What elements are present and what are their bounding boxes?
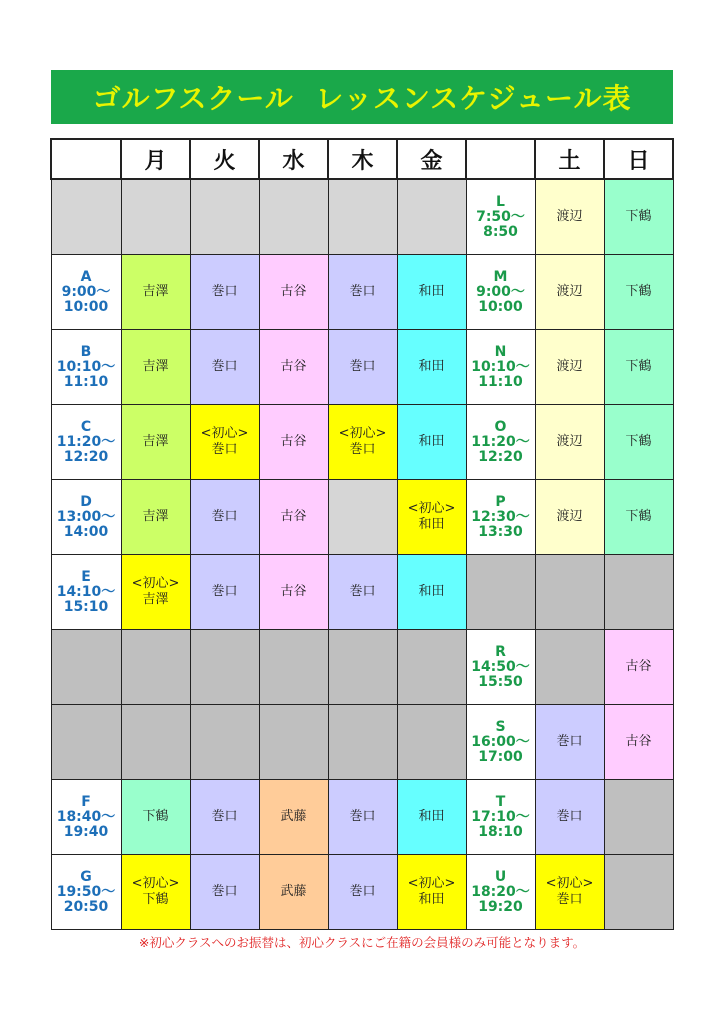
table-row	[51, 255, 673, 330]
time-slot-left: E 14:10～ 15:10	[51, 555, 121, 630]
time-slot-right: S 16:00～ 17:00	[466, 705, 535, 780]
lesson-cell-wed: 古谷	[259, 330, 328, 405]
lesson-cell-thu	[328, 705, 397, 780]
lesson-cell-mon: 吉澤	[121, 405, 190, 480]
lesson-cell-tue: 巻口	[190, 255, 259, 330]
time-slot-left: A 9:00～ 10:00	[51, 255, 121, 330]
lesson-cell-sat: 渡辺	[535, 179, 604, 255]
lesson-cell-wed: 古谷	[259, 555, 328, 630]
lesson-cell-thu: 巻口	[328, 555, 397, 630]
lesson-cell-wed: 武藤	[259, 780, 328, 855]
lesson-cell-sat: <初心> 巻口	[535, 855, 604, 930]
lesson-cell-sun: 下鶴	[604, 405, 673, 480]
lesson-cell-tue: 巻口	[190, 855, 259, 930]
header-wednesday: 水	[259, 139, 328, 179]
lesson-cell-sun: 古谷	[604, 705, 673, 780]
lesson-cell-tue	[190, 705, 259, 780]
lesson-cell-wed	[259, 705, 328, 780]
lesson-cell-wed: 古谷	[259, 480, 328, 555]
time-slot-right: O 11:20～ 12:20	[466, 405, 535, 480]
lesson-cell-mon	[121, 179, 190, 255]
lesson-cell-sun: 下鶴	[604, 179, 673, 255]
time-slot-left: C 11:20～ 12:20	[51, 405, 121, 480]
time-slot-right: N 10:10～ 11:10	[466, 330, 535, 405]
header-sunday: 日	[604, 139, 673, 179]
lesson-cell-sun: 下鶴	[604, 255, 673, 330]
header-tuesday: 火	[190, 139, 259, 179]
time-slot-left: B 10:10～ 11:10	[51, 330, 121, 405]
lesson-cell-sat: 渡辺	[535, 405, 604, 480]
lesson-cell-sat: 巻口	[535, 780, 604, 855]
lesson-cell-sun	[604, 780, 673, 855]
lesson-cell-tue	[190, 179, 259, 255]
table-row	[51, 330, 673, 405]
lesson-cell-fri: 和田	[397, 330, 466, 405]
lesson-cell-fri	[397, 705, 466, 780]
lesson-cell-wed: 武藤	[259, 855, 328, 930]
lesson-cell-thu: 巻口	[328, 780, 397, 855]
lesson-cell-fri: 和田	[397, 405, 466, 480]
header-monday: 月	[121, 139, 190, 179]
lesson-cell-wed: 古谷	[259, 405, 328, 480]
lesson-cell-wed	[259, 179, 328, 255]
lesson-cell-wed: 古谷	[259, 255, 328, 330]
lesson-cell-sun	[604, 555, 673, 630]
table-row	[51, 179, 673, 255]
lesson-cell-fri: <初心> 和田	[397, 855, 466, 930]
lesson-cell-sat	[535, 630, 604, 705]
lesson-cell-tue: 巻口	[190, 480, 259, 555]
lesson-cell-sun	[604, 855, 673, 930]
lesson-cell-tue: <初心> 巻口	[190, 405, 259, 480]
lesson-cell-sat: 巻口	[535, 705, 604, 780]
lesson-cell-fri	[397, 179, 466, 255]
time-slot-left: F 18:40～ 19:40	[51, 780, 121, 855]
lesson-cell-mon: 吉澤	[121, 255, 190, 330]
time-slot-right	[466, 555, 535, 630]
lesson-cell-mon: <初心> 下鶴	[121, 855, 190, 930]
table-row	[51, 630, 673, 705]
lesson-cell-mon: 下鶴	[121, 780, 190, 855]
time-slot-left	[51, 630, 121, 705]
lesson-cell-fri: <初心> 和田	[397, 480, 466, 555]
lesson-cell-tue: 巻口	[190, 555, 259, 630]
time-slot-right: U 18:20～ 19:20	[466, 855, 535, 930]
lesson-cell-sat: 渡辺	[535, 255, 604, 330]
lesson-cell-wed	[259, 630, 328, 705]
lesson-cell-fri: 和田	[397, 555, 466, 630]
table-row	[51, 780, 673, 855]
lesson-cell-fri: 和田	[397, 255, 466, 330]
time-slot-right: L 7:50～ 8:50	[466, 179, 535, 255]
lesson-cell-tue: 巻口	[190, 330, 259, 405]
transfer-note: ※初心クラスへのお振替は、初心クラスにご在籍の会員様のみ可能となります。	[138, 935, 586, 950]
lesson-cell-sat: 渡辺	[535, 480, 604, 555]
lesson-cell-mon: 吉澤	[121, 480, 190, 555]
table-row	[51, 705, 673, 780]
header-row	[51, 139, 673, 179]
lesson-cell-sun: 下鶴	[604, 330, 673, 405]
time-slot-right: T 17:10～ 18:10	[466, 780, 535, 855]
header-thursday: 木	[328, 139, 397, 179]
time-slot-left	[51, 705, 121, 780]
header-saturday: 土	[535, 139, 604, 179]
lesson-cell-sat	[535, 555, 604, 630]
page-title: ゴルフスクール レッスンスケジュール表	[51, 70, 673, 124]
lesson-cell-thu	[328, 480, 397, 555]
lesson-cell-mon	[121, 630, 190, 705]
lesson-cell-thu: 巻口	[328, 330, 397, 405]
lesson-cell-sun: 古谷	[604, 630, 673, 705]
time-slot-right: M 9:00～ 10:00	[466, 255, 535, 330]
table-row	[51, 555, 673, 630]
lesson-cell-mon	[121, 705, 190, 780]
lesson-cell-tue	[190, 630, 259, 705]
lesson-cell-thu: 巻口	[328, 855, 397, 930]
schedule-table	[50, 138, 674, 930]
header-weekday-slot	[51, 139, 121, 179]
header-weekend-slot	[466, 139, 535, 179]
lesson-cell-mon: 吉澤	[121, 330, 190, 405]
time-slot-right: P 12:30～ 13:30	[466, 480, 535, 555]
lesson-cell-tue: 巻口	[190, 780, 259, 855]
lesson-cell-sun: 下鶴	[604, 480, 673, 555]
lesson-cell-thu: 巻口	[328, 255, 397, 330]
table-row	[51, 405, 673, 480]
table-row	[51, 480, 673, 555]
time-slot-right: R 14:50～ 15:50	[466, 630, 535, 705]
table-row	[51, 855, 673, 930]
lesson-cell-fri: 和田	[397, 780, 466, 855]
lesson-cell-thu	[328, 630, 397, 705]
header-friday: 金	[397, 139, 466, 179]
lesson-cell-fri	[397, 630, 466, 705]
lesson-cell-mon: <初心> 吉澤	[121, 555, 190, 630]
time-slot-left: D 13:00～ 14:00	[51, 480, 121, 555]
time-slot-left	[51, 179, 121, 255]
lesson-cell-thu: <初心> 巻口	[328, 405, 397, 480]
lesson-cell-thu	[328, 179, 397, 255]
time-slot-left: G 19:50～ 20:50	[51, 855, 121, 930]
lesson-cell-sat: 渡辺	[535, 330, 604, 405]
